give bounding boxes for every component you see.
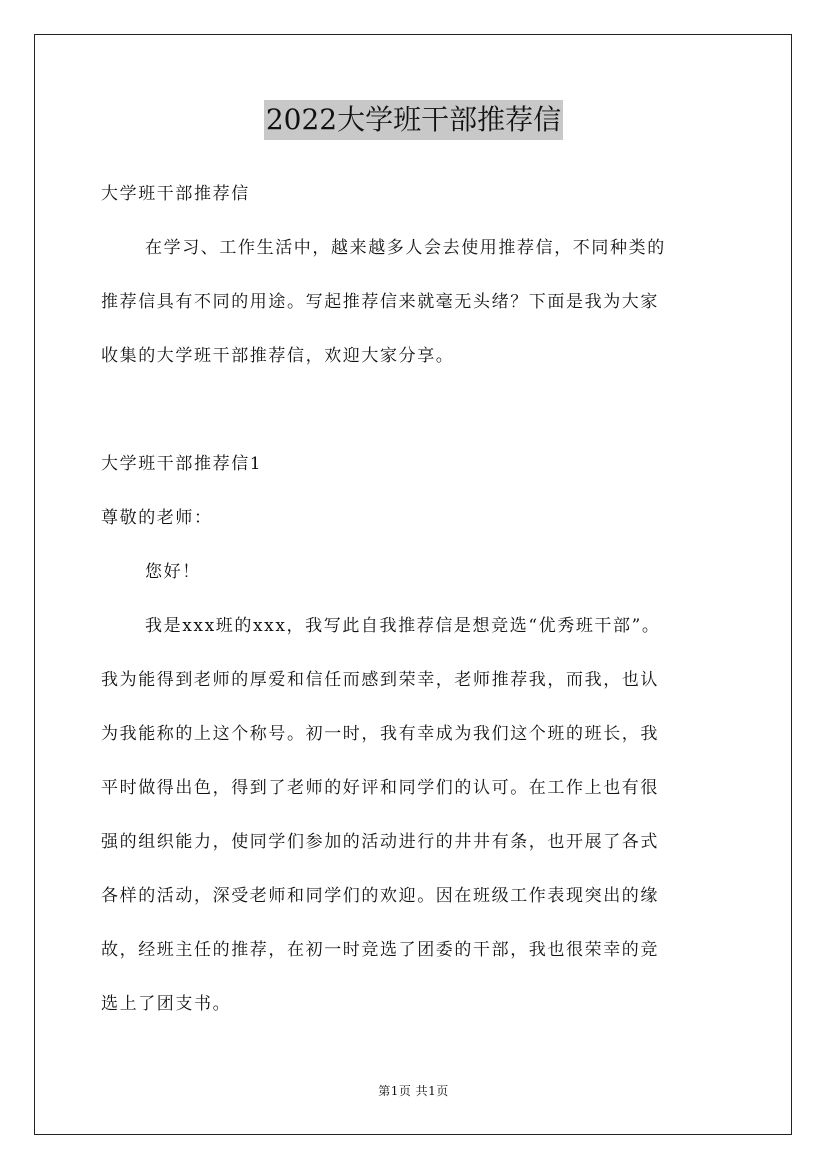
letter-greeting: 您好！ <box>145 562 201 582</box>
title-container <box>0 100 827 140</box>
intro-line: 在学习、工作生活中，越来越多人会去使用推荐信，不同种类的 <box>145 238 666 258</box>
letter-body-line: 平时做得出色，得到了老师的好评和同学们的认可。在工作上也有很 <box>101 778 659 798</box>
letter-body-line: 故，经班主任的推荐，在初一时竞选了团委的干部，我也很荣幸的竞 <box>101 940 659 960</box>
paragraph-gap <box>101 392 733 446</box>
letter-heading: 大学班干部推荐信1 <box>101 454 263 474</box>
page-footer: 第1页 共1页 <box>378 1084 449 1098</box>
intro-line: 推荐信具有不同的用途。写起推荐信来就毫无头绪？下面是我为大家 <box>101 292 659 312</box>
letter-body-line: 我为能得到老师的厚爱和信任而感到荣幸，老师推荐我，而我，也认 <box>101 670 659 690</box>
intro-line: 收集的大学班干部推荐信，欢迎大家分享。 <box>101 346 455 366</box>
letter-salutation: 尊敬的老师： <box>101 508 213 528</box>
document-body <box>101 176 733 1040</box>
letter-body-line: 各样的活动，深受老师和同学们的欢迎。因在班级工作表现突出的缘 <box>101 886 659 906</box>
letter-body-line: 为我能称的上这个称号。初一时，我有幸成为我们这个班的班长，我 <box>101 724 659 744</box>
document-title: 2022大学班干部推荐信 <box>264 100 563 140</box>
letter-body-line: 选上了团支书。 <box>101 994 232 1014</box>
letter-body-line: 强的组织能力，使同学们参加的活动进行的井井有条，也开展了各式 <box>101 832 659 852</box>
subtitle: 大学班干部推荐信 <box>101 184 250 204</box>
letter-body-line: 我是xxx班的xxx，我写此自我推荐信是想竞选“优秀班干部”。 <box>145 616 661 636</box>
